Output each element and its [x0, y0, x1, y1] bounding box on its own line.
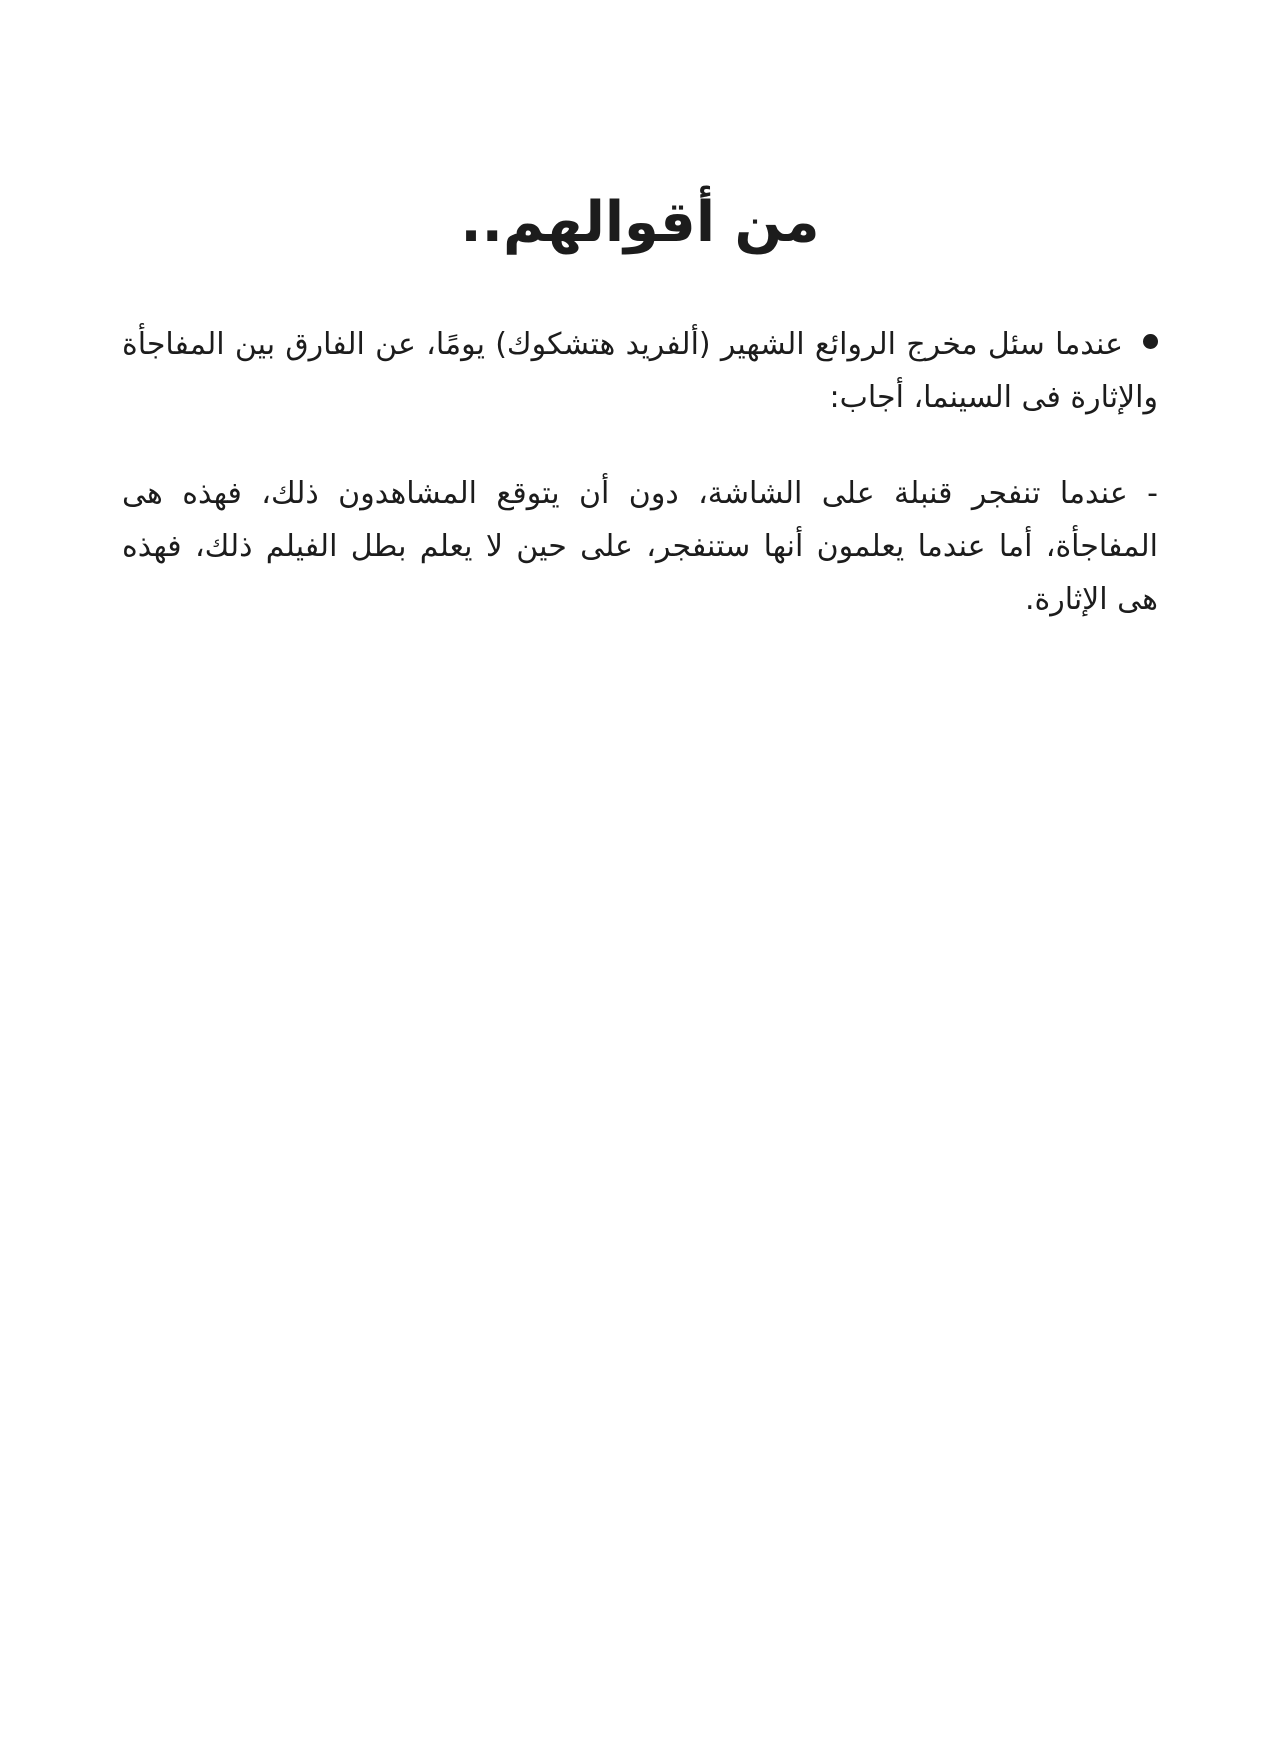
paragraph-intro: [122, 318, 1158, 424]
paragraph-intro-text: عندما سئل مخرج الروائع الشهير (ألفريد هتشكوك) يومًا، عن الفارق بين المفاجأة والإثارة فى السينما، أجاب:: [122, 327, 1158, 415]
page-title: من أقوالهم..: [460, 190, 820, 255]
body-text: [122, 318, 1158, 626]
bullet-icon: [1143, 334, 1158, 349]
paragraph-quote: - عندما تنفجر قنبلة على الشاشة، دون أن يتوقع المشاهدون ذلك، فهذه هى المفاجأة، أما عندما يعلمون أنها ستنفجر، على حين لا يعلم بطل الفيلم ذلك، فهذه هى الإثارة.: [122, 476, 1158, 617]
